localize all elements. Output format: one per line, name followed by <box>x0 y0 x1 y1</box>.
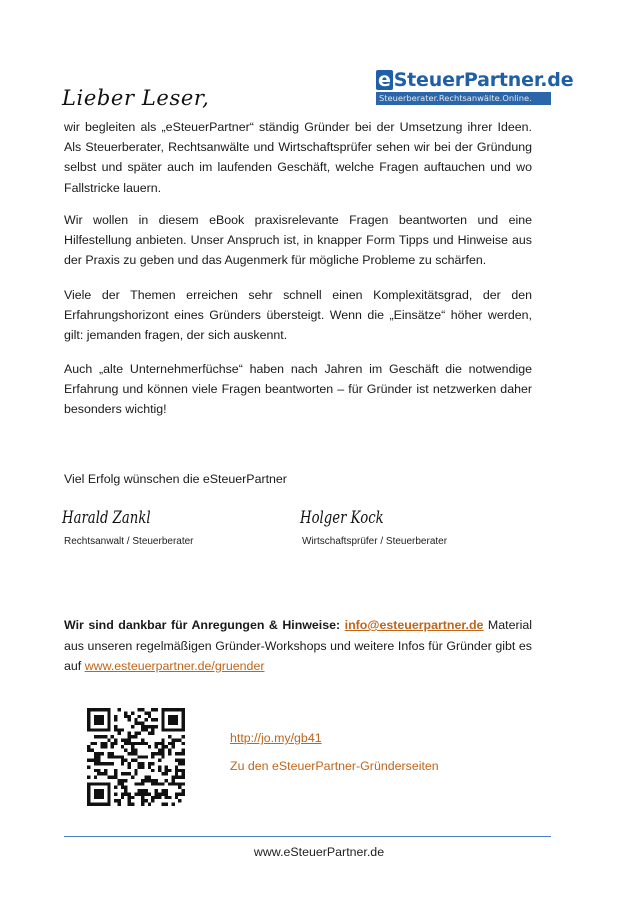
paragraph-1: wir begleiten als „eSteuerPartner“ ständig Gründer bei der Umsetzung ihrer Ideen. Als Steuerberater, Rechtsanwälte und Wirtschaftsprüfer sehen wir bei der Gründung selbst und später auch im laufenden Geschäft, welche Fragen auftauchen und wo Fallstricke lauern. <box>64 120 532 195</box>
logo-tagline: Steuerberater.Rechtsanwälte.Online. <box>376 92 551 105</box>
footer-url: www.eSteuerPartner.de <box>253 845 385 859</box>
footer-divider <box>64 836 551 837</box>
qr-caption-link[interactable]: Zu den eSteuerPartner-Gründerseiten <box>230 759 439 773</box>
closing-line: Viel Erfolg wünschen die eSteuerPartner <box>64 472 287 486</box>
paragraph-4: Auch „alte Unternehmerfüchse“ haben nach Jahren im Geschäft die notwendige Erfahrung und können viele Fragen beantworten – für Gründer ist netzwerken daher besonders wichtig! <box>64 362 532 417</box>
email-link[interactable]: info@esteuerpartner.de <box>344 618 484 632</box>
short-url-link[interactable]: http://jo.my/gb41 <box>230 731 322 745</box>
thanks-paragraph <box>64 615 532 677</box>
logo-letter: e <box>378 69 391 91</box>
signature-role-zankl: Rechtsanwalt / Steuerberater <box>64 536 194 547</box>
logo-name: SteuerPartner.de <box>393 69 574 91</box>
qr-links <box>230 731 439 773</box>
thanks-text: Material aus unseren regelmäßigen Gründer-Workshops und weitere Infos für Gründer gibt es auf <box>64 618 532 673</box>
logo-wordmark <box>376 69 574 91</box>
thanks-bold: Wir sind dankbar für Anregungen & Hinweise: <box>64 618 341 632</box>
signature-role-kock: Wirtschaftsprüfer / Steuerberater <box>302 536 448 547</box>
paragraph-2: Wir wollen in diesem eBook praxisrelevante Fragen beantworten und eine Hilfestellung anbieten. Unser Anspruch ist, in knapper Form Tipps und Hinweise aus der Praxis zu geben und das Augenmerk für mögliche Probleme zu schärfen. <box>64 213 532 268</box>
paragraph-3: Viele der Themen erreichen sehr schnell einen Komplexitätsgrad, der den Erfahrungshorizont eines Gründers übersteigt. Wenn die „Einsätze“ höher werden, gilt: jemanden fragen, der sich auskennt. <box>64 288 532 343</box>
gruender-link[interactable]: www.esteuerpartner.de/gruender <box>84 659 265 673</box>
signature-kock: Holger Kock <box>300 508 384 528</box>
qr-code <box>87 708 185 806</box>
greeting-heading: Lieber Leser, <box>62 86 210 110</box>
signature-zankl: Harald Zankl <box>62 508 151 528</box>
company-logo <box>376 69 574 105</box>
